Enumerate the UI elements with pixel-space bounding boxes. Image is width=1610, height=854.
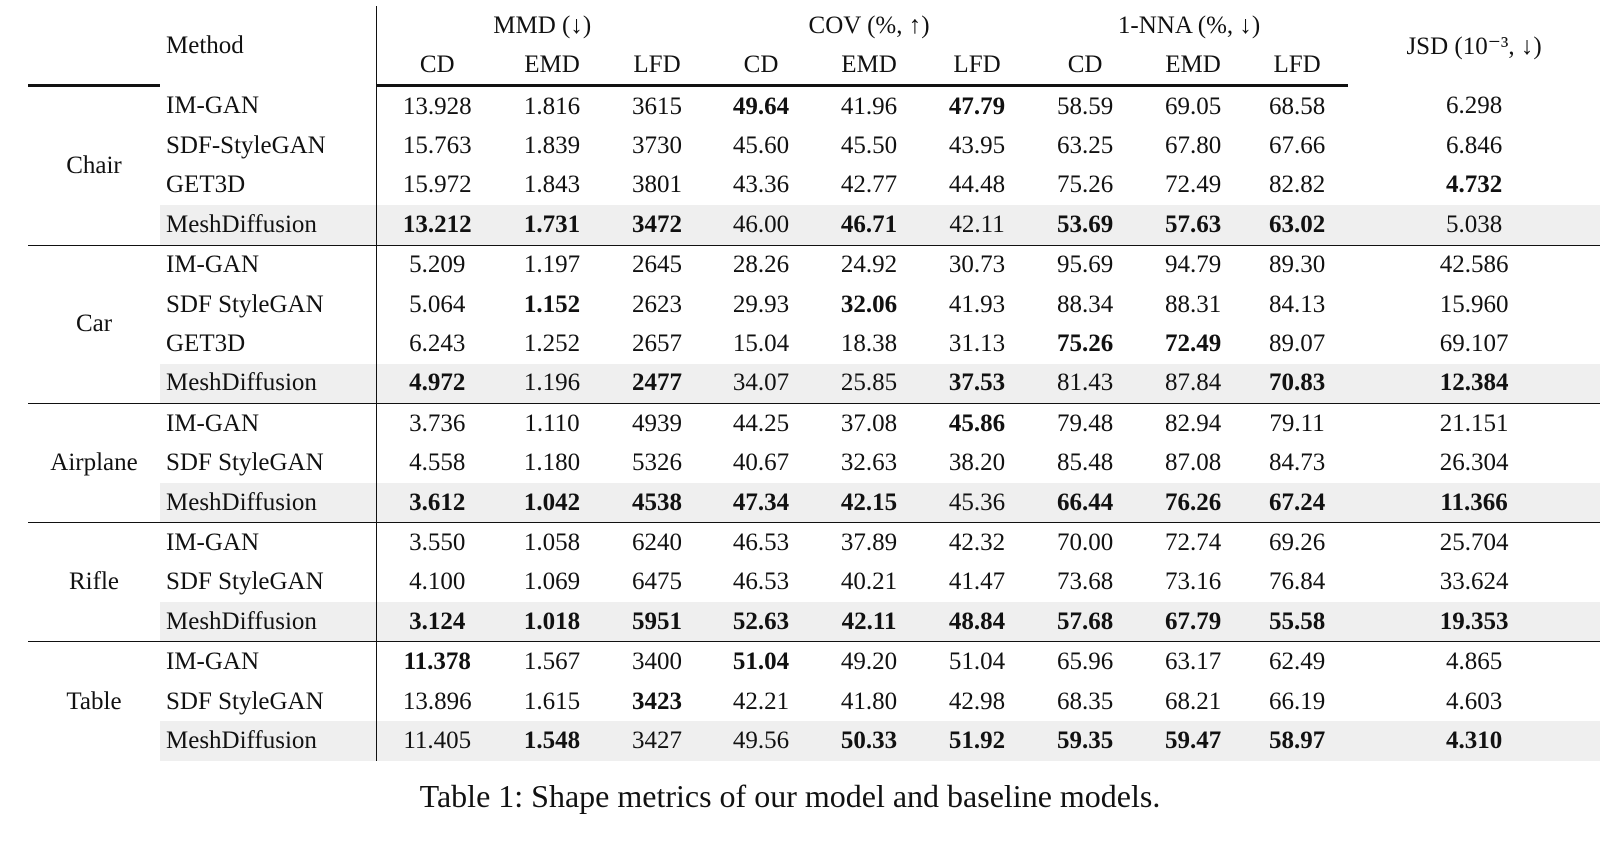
value-cell: 88.31 [1164,290,1222,318]
value-cell: 3472 [606,205,708,245]
value-cell: 62.49 [1246,642,1348,682]
subcol-header: LFD [1246,46,1348,86]
value-cell: 4.603 [1445,687,1503,715]
value-cell: 29.93 [732,290,790,318]
value-cell: 4.972 [376,364,498,404]
value-cell: 57.68 [1030,602,1140,642]
value-cell: 37.53 [924,364,1030,404]
mmd-group-header: MMD (↓) [493,12,592,39]
value-cell: 3.124 [376,602,498,642]
value-cell: 76.26 [1140,483,1246,523]
cov-group-header: COV (%, ↑) [808,12,930,39]
value-cell: 1.548 [498,721,606,760]
subcol-header: CD [376,46,498,86]
value-cell: 6.298 [1445,91,1503,119]
value-cell: 72.74 [1140,523,1246,563]
method-cell: MeshDiffusion [160,205,376,245]
value-cell: 69.05 [1164,92,1222,120]
value-cell: 49.56 [708,721,814,760]
table-row [28,404,1600,444]
value-cell: 1.110 [498,404,606,444]
value-cell: 15.763 [402,132,472,160]
value-cell: 67.79 [1140,602,1246,642]
results-table-wrapper [28,6,1600,761]
table-row [28,523,1600,563]
value-cell: 82.82 [1268,171,1326,199]
value-cell: 59.35 [1030,721,1140,760]
table-row [28,364,1600,404]
category-label: Chair [66,151,122,179]
value-cell: 15.972 [402,171,472,199]
method-cell: IM-GAN [160,86,376,127]
table-row [28,642,1600,682]
value-cell: 42.586 [1348,245,1600,285]
value-cell: 44.48 [948,171,1006,199]
value-cell: 44.25 [708,404,814,444]
category-group [28,523,1600,642]
value-cell: 11.366 [1348,483,1600,523]
value-cell: 2623 [632,290,683,318]
value-cell: 4939 [606,404,708,444]
subcol-header: CD [708,46,814,86]
table-row [28,444,1600,483]
value-cell: 68.21 [1164,687,1222,715]
value-cell: 6.846 [1445,132,1503,160]
category-label: Table [28,642,160,761]
table-row [28,86,1600,127]
value-cell: 13.928 [402,92,472,120]
method-cell: IM-GAN [160,523,376,563]
value-cell: 3400 [606,642,708,682]
value-cell: 63.02 [1246,205,1348,245]
value-cell: 53.69 [1030,205,1140,245]
method-cell: SDF StyleGAN [160,444,376,483]
method-cell: SDF StyleGAN [160,285,376,324]
value-cell: 42.32 [924,523,1030,563]
value-cell: 45.50 [840,132,898,160]
category-header-blank-2 [28,46,160,86]
value-cell: 26.304 [1439,449,1509,477]
value-cell: 21.151 [1348,404,1600,444]
value-cell: 13.896 [402,687,472,715]
value-cell: 32.06 [840,290,898,318]
value-cell: 32.63 [840,449,898,477]
value-cell: 13.212 [376,205,498,245]
value-cell: 6240 [606,523,708,563]
value-cell: 41.93 [948,290,1006,318]
table-row [28,205,1600,245]
value-cell: 46.53 [708,523,814,563]
value-cell: 34.07 [708,364,814,404]
table-row [28,483,1600,523]
category-group [28,404,1600,523]
value-cell: 72.49 [1164,171,1222,199]
value-cell: 47.34 [708,483,814,523]
value-cell: 1.567 [498,642,606,682]
category-label: Car [28,245,160,404]
table-caption: Table 1: Shape metrics of our model and baseline models. [419,778,1161,814]
category-group [28,642,1600,761]
method-cell: GET3D [160,324,376,363]
method-cell: SDF StyleGAN [160,682,376,721]
category-label: Rifle [28,523,160,642]
value-cell: 18.38 [840,330,898,358]
value-cell: 11.378 [376,642,498,682]
value-cell: 1.018 [498,602,606,642]
value-cell: 46.53 [732,568,790,596]
category-group [28,245,1600,404]
value-cell: 45.36 [924,483,1030,523]
value-cell: 3427 [606,721,708,760]
method-cell: MeshDiffusion [160,483,376,523]
value-cell: 33.624 [1439,568,1509,596]
value-cell: 4.310 [1348,721,1600,760]
value-cell: 3730 [632,132,683,160]
value-cell: 82.94 [1140,404,1246,444]
value-cell: 15.960 [1439,290,1509,318]
value-cell: 4.865 [1348,642,1600,682]
value-cell: 1.069 [523,568,581,596]
value-cell: 81.43 [1030,364,1140,404]
value-cell: 12.384 [1348,364,1600,404]
value-cell: 66.19 [1268,687,1326,715]
method-cell: IM-GAN [160,404,376,444]
value-cell: 68.58 [1268,92,1326,120]
subcol-header: EMD [498,46,606,86]
value-cell: 50.33 [814,721,924,760]
value-cell: 4.100 [409,568,466,596]
value-cell: 25.704 [1348,523,1600,563]
value-cell: 41.80 [840,687,898,715]
value-cell: 1.180 [523,449,581,477]
value-cell: 5951 [606,602,708,642]
shape-metrics-table [28,6,1600,761]
subcol-header: LFD [606,46,708,86]
value-cell: 72.49 [1164,330,1222,358]
value-cell: 45.60 [732,132,790,160]
method-cell: MeshDiffusion [160,364,376,404]
value-cell: 6475 [632,568,683,596]
value-cell: 25.85 [814,364,924,404]
value-cell: 70.83 [1246,364,1348,404]
value-cell: 51.04 [708,642,814,682]
value-cell: 70.00 [1030,523,1140,563]
value-cell: 88.34 [1056,290,1114,318]
category-label: Airplane [28,404,160,523]
value-cell: 4538 [606,483,708,523]
table-row [28,126,1600,165]
value-cell: 3.550 [376,523,498,563]
value-cell: 3.612 [376,483,498,523]
value-cell: 5.209 [376,245,498,285]
value-cell: 89.07 [1268,330,1326,358]
value-cell: 31.13 [948,330,1006,358]
value-cell: 58.59 [1056,92,1114,120]
value-cell: 45.86 [924,404,1030,444]
value-cell: 30.73 [924,245,1030,285]
value-cell: 73.16 [1164,568,1222,596]
value-cell: 1.042 [498,483,606,523]
value-cell: 42.11 [924,205,1030,245]
value-cell: 87.84 [1140,364,1246,404]
value-cell: 47.79 [948,92,1006,120]
category-header-blank [28,6,160,46]
value-cell: 5.038 [1348,205,1600,245]
value-cell: 79.48 [1030,404,1140,444]
value-cell: 37.08 [814,404,924,444]
method-cell: MeshDiffusion [160,602,376,642]
value-cell: 66.44 [1030,483,1140,523]
table-row [28,324,1600,363]
subcol-header: EMD [814,46,924,86]
value-cell: 67.66 [1268,132,1326,160]
subcol-header: EMD [1140,46,1246,86]
value-cell: 5326 [632,449,683,477]
value-cell: 28.26 [708,245,814,285]
method-cell: MeshDiffusion [160,721,376,760]
value-cell: 2645 [606,245,708,285]
value-cell: 1.058 [498,523,606,563]
value-cell: 48.84 [924,602,1030,642]
value-cell: 42.77 [840,171,898,199]
value-cell: 57.63 [1140,205,1246,245]
method-cell: SDF StyleGAN [160,563,376,602]
value-cell: 63.17 [1140,642,1246,682]
value-cell: 67.80 [1164,132,1222,160]
value-cell: 59.47 [1140,721,1246,760]
value-cell: 1.839 [523,132,581,160]
method-cell: IM-GAN [160,245,376,285]
value-cell: 43.95 [948,132,1006,160]
value-cell: 1.196 [498,364,606,404]
value-cell: 69.26 [1246,523,1348,563]
value-cell: 1.843 [523,171,581,199]
value-cell: 1.197 [498,245,606,285]
value-cell: 46.00 [708,205,814,245]
value-cell: 42.21 [732,687,790,715]
value-cell: 24.92 [814,245,924,285]
value-cell: 40.21 [840,568,898,596]
jsd-header: JSD (10⁻³, ↓) [1406,32,1542,60]
value-cell: 75.26 [1056,330,1114,358]
value-cell: 65.96 [1030,642,1140,682]
method-cell: IM-GAN [160,642,376,682]
value-cell: 73.68 [1056,568,1114,596]
value-cell: 55.58 [1246,602,1348,642]
value-cell: 1.252 [523,330,581,358]
value-cell: 2657 [632,330,683,358]
value-cell: 43.36 [732,171,790,199]
value-cell: 89.30 [1246,245,1348,285]
value-cell: 79.11 [1246,404,1348,444]
value-cell: 5.064 [409,290,466,318]
nna-group-header: 1-NNA (%, ↓) [1117,12,1261,39]
value-cell: 1.152 [523,290,581,318]
table-row [28,721,1600,760]
value-cell: 4.732 [1445,171,1503,199]
value-cell: 6.243 [409,330,466,358]
value-cell: 75.26 [1056,171,1114,199]
table-row [28,245,1600,285]
value-cell: 3.736 [376,404,498,444]
value-cell: 37.89 [814,523,924,563]
method-cell: GET3D [160,166,376,205]
value-cell: 68.35 [1056,687,1114,715]
table-row [28,602,1600,642]
value-cell: 19.353 [1348,602,1600,642]
table-row [28,563,1600,602]
value-cell: 2477 [606,364,708,404]
value-cell: 3615 [632,92,683,120]
method-cell: SDF-StyleGAN [160,126,376,165]
value-cell: 84.13 [1268,290,1326,318]
table-row [28,682,1600,721]
value-cell: 52.63 [708,602,814,642]
value-cell: 1.816 [523,92,581,120]
category-group [28,86,1600,246]
value-cell: 49.64 [732,92,790,120]
subcol-header: CD [1030,46,1140,86]
value-cell: 87.08 [1164,449,1222,477]
value-cell: 3423 [632,687,683,715]
table-row [28,285,1600,324]
subcol-header: LFD [924,46,1030,86]
value-cell: 3801 [632,171,683,199]
value-cell: 42.11 [814,602,924,642]
value-cell: 11.405 [376,721,498,760]
value-cell: 15.04 [732,330,790,358]
table-row [28,166,1600,205]
value-cell: 1.615 [523,687,581,715]
value-cell: 1.731 [498,205,606,245]
method-header: Method [160,6,376,86]
value-cell: 51.92 [924,721,1030,760]
value-cell: 84.73 [1268,449,1326,477]
value-cell: 42.15 [814,483,924,523]
value-cell: 4.558 [409,449,466,477]
value-cell: 85.48 [1056,449,1114,477]
value-cell: 51.04 [924,642,1030,682]
value-cell: 95.69 [1030,245,1140,285]
value-cell: 63.25 [1056,132,1114,160]
value-cell: 38.20 [948,449,1006,477]
value-cell: 76.84 [1268,568,1326,596]
value-cell: 40.67 [732,449,790,477]
value-cell: 42.98 [948,687,1006,715]
value-cell: 94.79 [1140,245,1246,285]
value-cell: 46.71 [814,205,924,245]
value-cell: 69.107 [1439,330,1509,358]
value-cell: 58.97 [1246,721,1348,760]
value-cell: 41.96 [840,92,898,120]
value-cell: 41.47 [948,568,1006,596]
value-cell: 49.20 [814,642,924,682]
value-cell: 67.24 [1246,483,1348,523]
